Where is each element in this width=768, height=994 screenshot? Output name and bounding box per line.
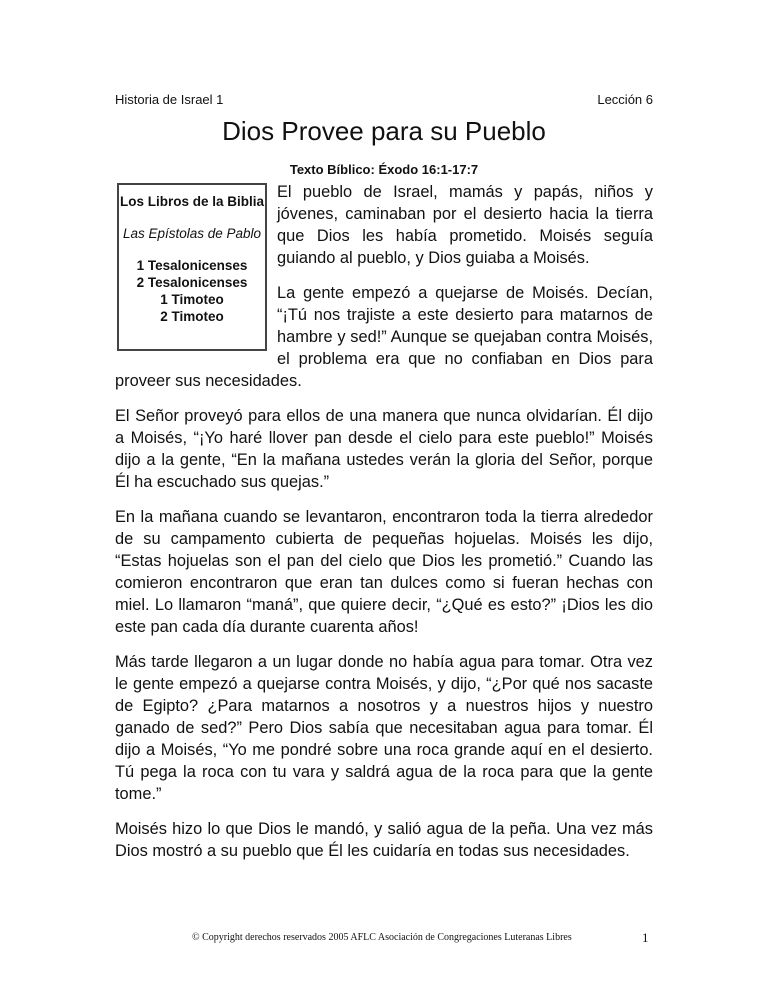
page-header [115, 92, 653, 107]
course-name: Historia de Israel 1 [115, 92, 224, 107]
paragraph: La gente empezó a quejarse de Moisés. Decían, “¡Tú nos trajiste a este desierto para matarnos de hambre y sed!” Aunque se quejaban contra Moisés, el problema era que no confiaban en Dios para proveer sus necesidades. [115, 284, 653, 390]
books-of-bible-box [117, 183, 267, 351]
paragraph: Moisés hizo lo que Dios le mandó, y salió agua de la peña. Una vez más Dios mostró a su pueblo que Él les cuidaría en todas sus necesidades. [115, 820, 653, 860]
copyright-footer: © Copyright derechos reservados 2005 AFLC Asociación de Congregaciones Luteranas Libres [192, 932, 572, 943]
paragraph: En la mañana cuando se levantaron, encontraron toda la tierra alrededor de su campamento cubierta de pequeñas hojuelas. Moisés les dijo, “Estas hojuelas son el pan del cielo que Dios les prometió.” Cuando las comieron encontraron que eran tan dulces como si fueran hechas con miel. Lo llamaron “maná”, que quiere decir, “¿Qué es esto?” ¡Dios les dio este pan cada día durante cuarenta años! [115, 508, 653, 636]
paragraph: Más tarde llegaron a un lugar donde no había agua para tomar. Otra vez le gente empezó a quejarse contra Moisés, y dijo, “¿Por qué nos sacaste de Egipto? ¿Para matarnos a nosotros y a nuestros hijos y nuestro ganado de sed?” Pero Dios sabía que necesitaban agua para tomar. Él dijo a Moisés, “Yo me pondré sobre una roca grande aquí en el desierto. Tú pega la roca con tu vara y saldrá agua de la roca para que la gente tome.” [115, 653, 653, 803]
book-item: 2 Timoteo [160, 309, 224, 324]
lesson-body [115, 181, 653, 875]
box-section: Las Epístolas de Pablo [122, 226, 262, 241]
page-number: 1 [642, 930, 649, 945]
lesson-number: Lección 6 [597, 92, 653, 107]
book-item: 1 Tesalonicenses [136, 258, 248, 273]
book-item: 2 Tesalonicenses [136, 275, 248, 290]
box-title: Los Libros de la Biblia [119, 194, 265, 209]
page-title: Dios Provee para su Pueblo [222, 116, 546, 146]
paragraph: El pueblo de Israel, mamás y papás, niños y jóvenes, caminaban por el desierto hacia la tierra que Dios les había prometido. Moisés seguía guiando al pueblo, y Dios guiaba a Moisés. [277, 183, 653, 267]
paragraph: El Señor proveyó para ellos de una manera que nunca olvidarían. Él dijo a Moisés, “¡Yo haré llover pan desde el cielo para este pueblo!” Moisés dijo a la gente, “En la mañana ustedes verán la gloria del Señor, porque Él ha escuchado sus quejas.” [115, 407, 653, 491]
book-item: 1 Timoteo [160, 292, 224, 307]
bible-text-reference: Texto Bíblico: Éxodo 16:1-17:7 [289, 162, 479, 177]
